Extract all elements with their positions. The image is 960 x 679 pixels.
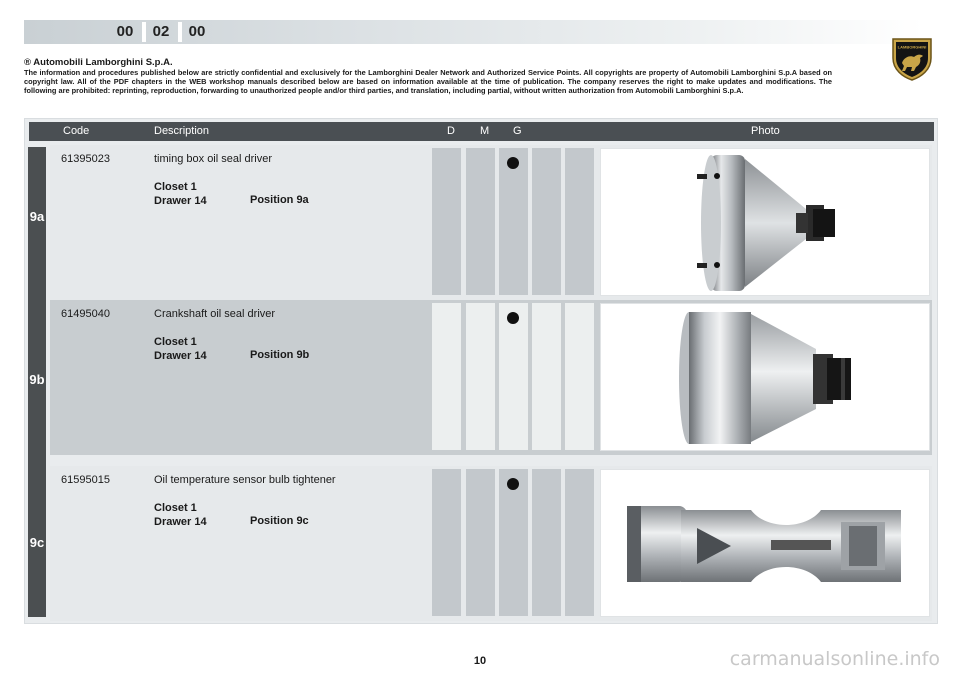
tool-code: 61395023: [61, 153, 110, 165]
col-g: [532, 148, 561, 295]
tool-location: [154, 180, 207, 208]
col-d: [466, 148, 495, 295]
closet-label: Closet 1: [154, 502, 197, 514]
tool-location: [154, 335, 207, 363]
drawer-label: Drawer 14: [154, 195, 207, 207]
tool-location: [154, 501, 207, 529]
tool-photo: [600, 303, 930, 451]
timing-box-driver-image: [601, 149, 931, 297]
page-number: 10: [473, 655, 487, 667]
company-name: ® Automobili Lamborghini S.p.A.: [24, 57, 173, 68]
header-description: Description: [154, 125, 210, 137]
col-blank: [565, 148, 594, 295]
position-label: Position 9c: [250, 515, 309, 527]
col-m: [499, 469, 528, 616]
closet-label: Closet 1: [154, 181, 197, 193]
col-m: [499, 303, 528, 450]
availability-dot-icon: [507, 478, 519, 490]
closet-label: Closet 1: [154, 336, 197, 348]
header-m: M: [480, 125, 490, 137]
section-code-1: 00: [116, 23, 134, 40]
availability-dot-icon: [507, 312, 519, 324]
tool-photo: [600, 469, 930, 617]
tool-description: timing box oil seal driver: [154, 153, 272, 165]
table-row: [50, 145, 932, 300]
header-g: G: [513, 125, 522, 137]
col-d: [466, 469, 495, 616]
drawer-label: Drawer 14: [154, 350, 207, 362]
logo-text: LAMBORGHINI: [897, 44, 927, 50]
col-blank: [565, 303, 594, 450]
tool-code: 61495040: [61, 308, 110, 320]
table-header: [29, 122, 934, 141]
table-row: [50, 466, 932, 621]
position-sidebar: [28, 147, 46, 617]
col-d: [466, 303, 495, 450]
col-blank: [432, 148, 461, 295]
section-code-3: 00: [188, 23, 206, 40]
tool-description: Crankshaft oil seal driver: [154, 308, 276, 320]
sensor-bulb-tightener-image: [601, 470, 931, 618]
drawer-label: Drawer 14: [154, 516, 207, 528]
tool-description: Oil temperature sensor bulb tightener: [154, 474, 336, 486]
position-label: Position 9a: [250, 194, 309, 206]
header-d: D: [447, 125, 455, 137]
col-g: [532, 469, 561, 616]
lamborghini-logo-icon: [890, 36, 934, 82]
col-blank: [432, 469, 461, 616]
crankshaft-driver-image: [601, 304, 931, 452]
section-code-bar: [24, 20, 924, 44]
col-m: [499, 148, 528, 295]
col-blank: [432, 303, 461, 450]
header-code: Code: [63, 125, 90, 137]
side-label-9c: 9c: [29, 535, 45, 550]
section-code-2: 02: [152, 23, 170, 40]
col-blank: [565, 469, 594, 616]
side-label-9b: 9b: [29, 372, 45, 387]
tool-code: 61595015: [61, 474, 110, 486]
header-photo: Photo: [751, 125, 780, 137]
side-label-9a: 9a: [29, 209, 45, 224]
position-label: Position 9b: [250, 349, 310, 361]
confidentiality-notice: The information and procedures published below are strictly confidential and exclusively for the Lamborghini Dealer Network and Authorized Service Points. All copyrights are property of Automobili Lamborghini S.p.A based on copyright law. All of the PDF chapters in the WEB workshop manuals described below are based on information available at the time of publication. The company reserves the right to make updates and modifications. The following are prohibited: reprinting, reproduction, forwarding to unauthorized people and/or third parties, and translation, including partial, without written authorization from Automobili Lamborghini S.p.A.: [24, 68, 832, 96]
availability-dot-icon: [507, 157, 519, 169]
watermark: carmanualsonline.info: [729, 648, 940, 670]
tool-photo: [600, 148, 930, 296]
table-row: [50, 300, 932, 455]
col-g: [532, 303, 561, 450]
